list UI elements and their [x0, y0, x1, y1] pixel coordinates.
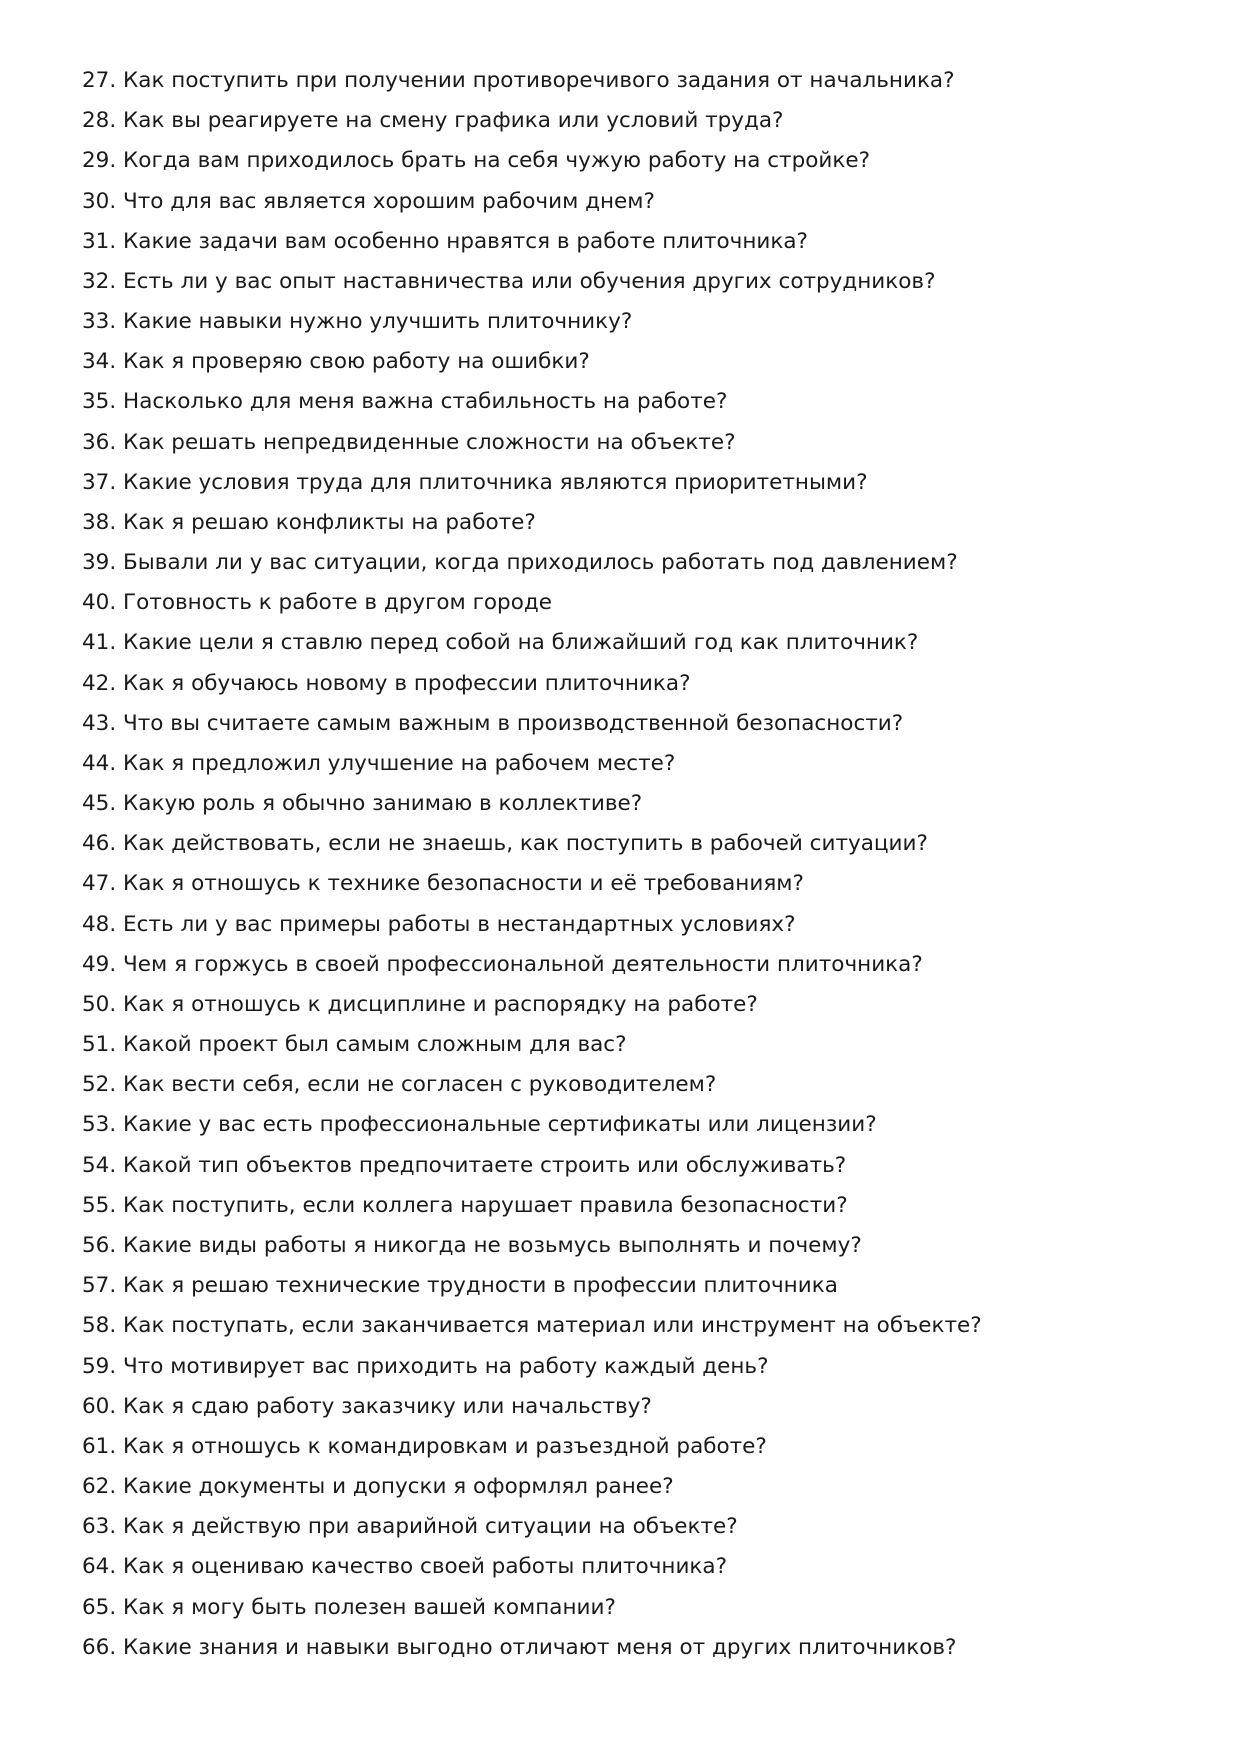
- question-text: Как вести себя, если не согласен с руководителем?: [123, 1072, 717, 1098]
- question-item: [82, 1146, 1182, 1186]
- question-number: 46.: [82, 831, 117, 857]
- question-text: Бывали ли у вас ситуации, когда приходилось работать под давлением?: [123, 550, 958, 576]
- question-text: Насколько для меня важна стабильность на работе?: [123, 389, 728, 415]
- question-item: [82, 1628, 1182, 1668]
- question-text: Как я решаю технические трудности в профессии плиточника: [123, 1273, 838, 1299]
- question-number: 34.: [82, 349, 117, 375]
- question-text: Что для вас является хорошим рабочим днем?: [123, 188, 655, 214]
- question-item: [82, 1186, 1182, 1226]
- question-number: 36.: [82, 429, 117, 455]
- question-item: [82, 61, 1182, 101]
- question-text: Как я отношусь к дисциплине и распорядку на работе?: [123, 991, 758, 1017]
- question-item: [82, 1507, 1182, 1547]
- question-number: 30.: [82, 188, 117, 214]
- question-number: 48.: [82, 911, 117, 937]
- question-text: Какие виды работы я никогда не возьмусь выполнять и почему?: [123, 1232, 862, 1258]
- question-number: 41.: [82, 630, 117, 656]
- question-number: 49.: [82, 951, 117, 977]
- question-item: [82, 1025, 1182, 1065]
- question-number: 62.: [82, 1474, 117, 1500]
- question-item: [82, 262, 1182, 302]
- question-text: Как я обучаюсь новому в профессии плиточника?: [123, 670, 691, 696]
- question-item: [82, 864, 1182, 904]
- question-item: [82, 623, 1182, 663]
- question-item: [82, 824, 1182, 864]
- question-number: 37.: [82, 469, 117, 495]
- question-item: [82, 141, 1182, 181]
- question-item: [82, 1266, 1182, 1306]
- question-number: 52.: [82, 1072, 117, 1098]
- question-text: Как поступать, если заканчивается материал или инструмент на объекте?: [123, 1313, 982, 1339]
- question-item: [82, 1347, 1182, 1387]
- question-text: Что мотивирует вас приходить на работу каждый день?: [123, 1353, 769, 1379]
- question-item: [82, 1387, 1182, 1427]
- question-item: [82, 222, 1182, 262]
- question-number: 60.: [82, 1393, 117, 1419]
- question-item: [82, 302, 1182, 342]
- question-list: [82, 61, 1182, 1668]
- question-text: Как я оцениваю качество своей работы плиточника?: [123, 1554, 727, 1580]
- question-text: Как я проверяю свою работу на ошибки?: [123, 349, 590, 375]
- question-number: 35.: [82, 389, 117, 415]
- question-item: [82, 101, 1182, 141]
- question-item: [82, 945, 1182, 985]
- question-text: Как поступить, если коллега нарушает правила безопасности?: [123, 1192, 848, 1218]
- question-item: [82, 1065, 1182, 1105]
- question-text: Как решать непредвиденные сложности на объекте?: [123, 429, 736, 455]
- question-item: [82, 1467, 1182, 1507]
- question-item: [82, 905, 1182, 945]
- question-item: [82, 1588, 1182, 1628]
- question-number: 38.: [82, 509, 117, 535]
- question-number: 31.: [82, 228, 117, 254]
- question-item: [82, 423, 1182, 463]
- question-text: Как я предложил улучшение на рабочем месте?: [123, 750, 676, 776]
- question-text: Чем я горжусь в своей профессиональной деятельности плиточника?: [123, 951, 923, 977]
- question-text: Какие задачи вам особенно нравятся в работе плиточника?: [123, 228, 808, 254]
- question-number: 54.: [82, 1152, 117, 1178]
- question-number: 42.: [82, 670, 117, 696]
- question-text: Как я отношусь к командировкам и разъездной работе?: [123, 1433, 767, 1459]
- question-text: Как я сдаю работу заказчику или начальству?: [123, 1393, 652, 1419]
- question-item: [82, 1427, 1182, 1467]
- question-number: 45.: [82, 791, 117, 817]
- question-item: [82, 704, 1182, 744]
- question-number: 59.: [82, 1353, 117, 1379]
- question-text: Какой тип объектов предпочитаете строить или обслуживать?: [123, 1152, 847, 1178]
- question-item: [82, 503, 1182, 543]
- question-number: 51.: [82, 1032, 117, 1058]
- question-item: [82, 784, 1182, 824]
- question-number: 47.: [82, 871, 117, 897]
- question-item: [82, 1226, 1182, 1266]
- question-text: Как я могу быть полезен вашей компании?: [123, 1594, 616, 1620]
- question-text: Как поступить при получении противоречивого задания от начальника?: [123, 68, 955, 93]
- question-text: Что вы считаете самым важным в производственной безопасности?: [123, 710, 904, 736]
- question-number: 29.: [82, 148, 117, 174]
- question-item: [82, 1547, 1182, 1587]
- question-text: Какой проект был самым сложным для вас?: [123, 1032, 627, 1058]
- question-number: 65.: [82, 1594, 117, 1620]
- question-number: 61.: [82, 1433, 117, 1459]
- question-item: [82, 463, 1182, 503]
- question-number: 28.: [82, 108, 117, 134]
- question-number: 39.: [82, 550, 117, 576]
- question-number: 64.: [82, 1554, 117, 1580]
- question-number: 55.: [82, 1192, 117, 1218]
- question-text: Какую роль я обычно занимаю в коллективе?: [123, 791, 643, 817]
- question-item: [82, 382, 1182, 422]
- question-number: 57.: [82, 1273, 117, 1299]
- question-number: 56.: [82, 1232, 117, 1258]
- question-text: Есть ли у вас примеры работы в нестандартных условиях?: [123, 911, 796, 937]
- question-number: 66.: [82, 1634, 117, 1660]
- question-item: [82, 985, 1182, 1025]
- question-number: 40.: [82, 590, 117, 616]
- question-item: [82, 342, 1182, 382]
- question-text: Какие навыки нужно улучшить плиточнику?: [123, 309, 633, 335]
- question-number: 32.: [82, 268, 117, 294]
- question-number: 63.: [82, 1514, 117, 1540]
- question-number: 27.: [82, 68, 117, 93]
- question-item: [82, 1105, 1182, 1145]
- question-text: Какие цели я ставлю перед собой на ближайший год как плиточник?: [123, 630, 919, 656]
- question-item: [82, 543, 1182, 583]
- question-text: Как я действую при аварийной ситуации на объекте?: [123, 1514, 738, 1540]
- question-text: Как я отношусь к технике безопасности и её требованиям?: [123, 871, 804, 897]
- question-number: 58.: [82, 1313, 117, 1339]
- question-text: Какие знания и навыки выгодно отличают меня от других плиточников?: [123, 1634, 957, 1660]
- question-text: Готовность к работе в другом городе: [123, 590, 552, 616]
- question-text: Как вы реагируете на смену графика или условий труда?: [123, 108, 784, 134]
- question-item: [82, 583, 1182, 623]
- question-text: Какие документы и допуски я оформлял ранее?: [123, 1474, 674, 1500]
- question-item: [82, 744, 1182, 784]
- question-text: Какие у вас есть профессиональные сертификаты или лицензии?: [123, 1112, 877, 1138]
- question-text: Есть ли у вас опыт наставничества или обучения других сотрудников?: [123, 268, 936, 294]
- question-number: 33.: [82, 309, 117, 335]
- question-number: 43.: [82, 710, 117, 736]
- question-text: Какие условия труда для плиточника являются приоритетными?: [123, 469, 868, 495]
- question-number: 53.: [82, 1112, 117, 1138]
- question-text: Когда вам приходилось брать на себя чужую работу на стройке?: [123, 148, 870, 174]
- question-number: 50.: [82, 991, 117, 1017]
- question-item: [82, 182, 1182, 222]
- question-number: 44.: [82, 750, 117, 776]
- question-item: [82, 1306, 1182, 1346]
- question-text: Как действовать, если не знаешь, как поступить в рабочей ситуации?: [123, 831, 928, 857]
- question-item: [82, 664, 1182, 704]
- question-text: Как я решаю конфликты на работе?: [123, 509, 536, 535]
